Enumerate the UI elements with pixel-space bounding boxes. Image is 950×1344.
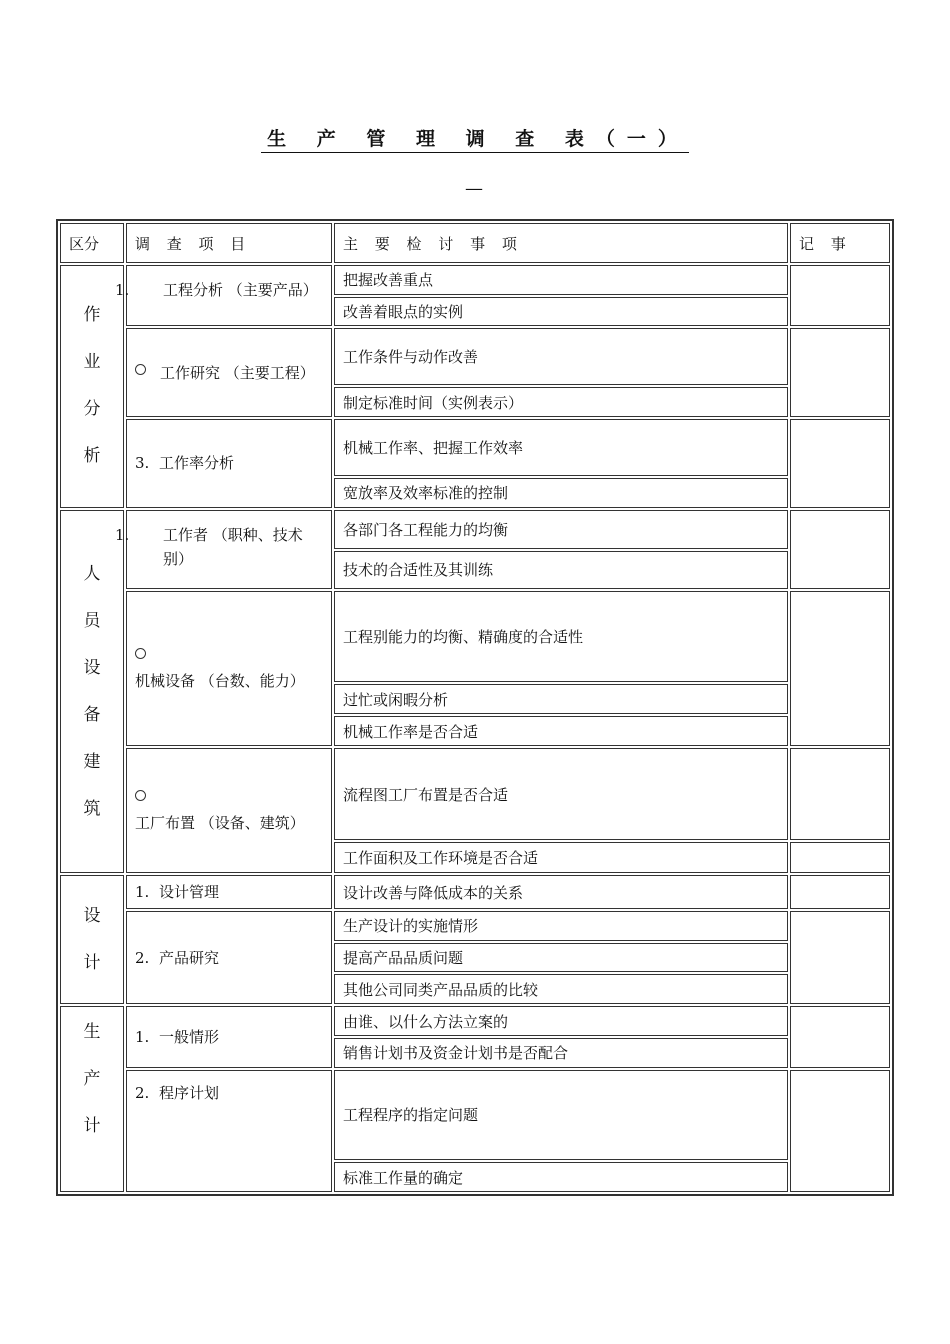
check-cell: 过忙或闲暇分析 — [334, 684, 788, 714]
table-row — [60, 911, 890, 941]
table-row — [60, 748, 890, 840]
note-cell[interactable] — [790, 748, 890, 840]
note-cell[interactable] — [790, 875, 890, 909]
check-cell: 技术的合适性及其训练 — [334, 551, 788, 590]
table-row — [60, 875, 890, 909]
check-cell: 工作面积及工作环境是否合适 — [334, 842, 788, 873]
check-cell: 销售计划书及资金计划书是否配合 — [334, 1038, 788, 1068]
check-cell: 各部门各工程能力的均衡 — [334, 510, 788, 549]
item-cell: 2. 产品研究 — [126, 911, 332, 1004]
note-cell[interactable] — [790, 911, 890, 1004]
check-cell: 机械工作率、把握工作效率 — [334, 419, 788, 476]
check-cell: 制定标准时间（实例表示） — [334, 387, 788, 417]
zone-cell: 设计 — [60, 875, 124, 1004]
header-item: 调 查 项 目 — [126, 223, 332, 263]
check-cell: 标准工作量的确定 — [334, 1162, 788, 1192]
circle-icon — [135, 790, 146, 801]
check-cell: 工程程序的指定问题 — [334, 1070, 788, 1161]
check-cell: 生产设计的实施情形 — [334, 911, 788, 941]
item-cell: 工厂布置 （设备、建筑） — [126, 748, 332, 873]
note-cell[interactable] — [790, 591, 890, 746]
item-cell: 3. 工作率分析 — [126, 419, 332, 508]
table-row — [60, 265, 890, 295]
table-row — [60, 1006, 890, 1036]
note-cell[interactable] — [790, 328, 890, 417]
check-cell: 机械工作率是否合适 — [334, 716, 788, 746]
check-cell: 其他公司同类产品品质的比较 — [334, 974, 788, 1004]
item-cell: 1. 一般情形 — [126, 1006, 332, 1067]
check-cell: 由谁、以什么方法立案的 — [334, 1006, 788, 1036]
circle-icon — [135, 364, 146, 375]
check-cell: 工程别能力的均衡、精确度的合适性 — [334, 591, 788, 682]
survey-table — [56, 219, 894, 1196]
table-row — [60, 328, 890, 385]
header-note: 记 事 — [790, 223, 890, 263]
item-cell: 1. 工程分析 （主要产品） — [126, 265, 332, 326]
subtitle-dash: — — [465, 178, 483, 199]
note-cell[interactable] — [790, 1006, 890, 1067]
zone-cell: 人员设备建筑 — [60, 510, 124, 874]
page-title: 生 产 管 理 调 查 表（一） — [0, 124, 950, 151]
zone-cell: 作业分析 — [60, 265, 124, 508]
item-cell: 机械设备 （台数、能力） — [126, 591, 332, 746]
header-zone: 区分 — [60, 223, 124, 263]
table-row — [60, 1070, 890, 1161]
check-cell: 设计改善与降低成本的关系 — [334, 875, 788, 909]
zone-cell: 生产计 — [60, 1006, 124, 1192]
header-row — [60, 223, 890, 263]
note-cell[interactable] — [790, 265, 890, 326]
table-row — [60, 510, 890, 549]
check-cell: 把握改善重点 — [334, 265, 788, 295]
note-cell[interactable] — [790, 842, 890, 873]
check-cell: 提高产品品质问题 — [334, 943, 788, 973]
note-cell[interactable] — [790, 510, 890, 590]
table-row — [60, 591, 890, 682]
check-cell: 改善着眼点的实例 — [334, 297, 788, 327]
item-cell: 工作研究 （主要工程） — [126, 328, 332, 417]
table-row — [60, 419, 890, 476]
check-cell: 宽放率及效率标准的控制 — [334, 478, 788, 508]
item-cell: 2. 程序计划 — [126, 1070, 332, 1192]
item-cell: 1. 设计管理 — [126, 875, 332, 909]
check-cell: 流程图工厂布置是否合适 — [334, 748, 788, 840]
note-cell[interactable] — [790, 1070, 890, 1192]
item-cell: 1. 工作者 （职种、技术别） — [126, 510, 332, 590]
note-cell[interactable] — [790, 419, 890, 508]
circle-icon — [135, 648, 146, 659]
header-check: 主 要 检 讨 事 项 — [334, 223, 788, 263]
check-cell: 工作条件与动作改善 — [334, 328, 788, 385]
